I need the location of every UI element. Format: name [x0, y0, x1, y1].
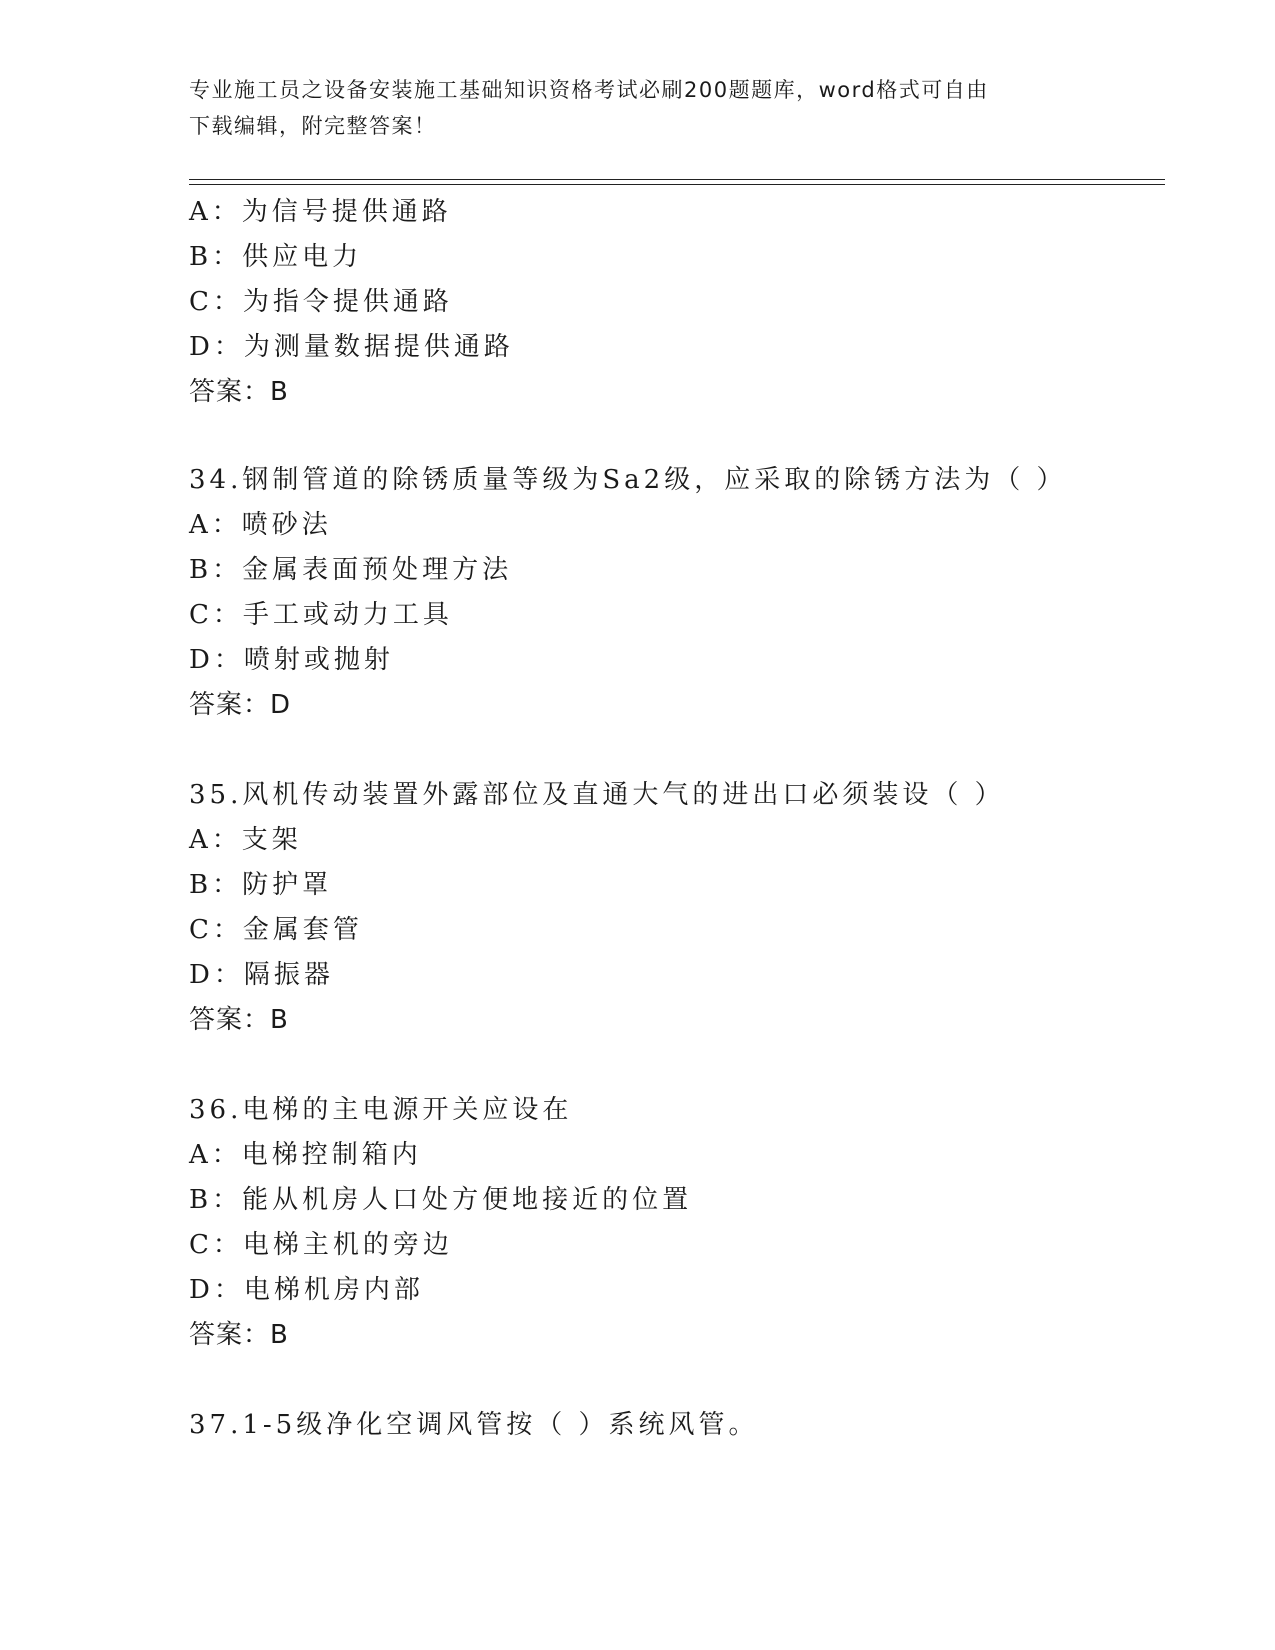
question-36-option-c: C：电梯主机的旁边: [189, 1230, 453, 1260]
header-divider-bottom: [189, 184, 1165, 185]
header-title-line1: 专业施工员之设备安装施工基础知识资格考试必刷200题题库，word格式可自由: [189, 78, 989, 102]
header-divider-top: [189, 179, 1165, 180]
prev-question-option-d: D：为测量数据提供通路: [189, 332, 514, 362]
question-34-option-a: A：喷砂法: [189, 510, 332, 540]
question-35-option-d: D：隔振器: [189, 960, 334, 990]
question-36-answer: 答案：B: [189, 1320, 289, 1350]
question-35-option-a: A：支架: [189, 825, 302, 855]
question-34-option-d: D：喷射或抛射: [189, 645, 394, 675]
header-title-line2: 下载编辑，附完整答案！: [189, 114, 437, 138]
question-35-stem: 35.风机传动装置外露部位及直通大气的进出口必须装设（ ）: [189, 780, 1005, 810]
prev-question-option-a: A：为信号提供通路: [189, 197, 452, 227]
question-35-option-c: C：金属套管: [189, 915, 363, 945]
question-36-stem: 36.电梯的主电源开关应设在: [189, 1095, 573, 1125]
question-34-option-b: B：金属表面预处理方法: [189, 555, 513, 585]
question-36-option-d: D：电梯机房内部: [189, 1275, 424, 1305]
prev-question-answer: 答案：B: [189, 377, 289, 407]
question-34-option-c: C：手工或动力工具: [189, 600, 453, 630]
question-37-stem: 37.1-5级净化空调风管按（ ）系统风管。: [189, 1410, 759, 1440]
question-34-answer: 答案：D: [189, 690, 292, 720]
document-header: [189, 72, 1089, 144]
question-35-answer: 答案：B: [189, 1005, 289, 1035]
question-34-stem: 34.钢制管道的除锈质量等级为Sa2级，应采取的除锈方法为（ ）: [189, 465, 1067, 495]
prev-question-option-c: C：为指令提供通路: [189, 287, 453, 317]
prev-question-option-b: B：供应电力: [189, 242, 363, 272]
question-35-option-b: B：防护罩: [189, 870, 333, 900]
question-36-option-b: B：能从机房人口处方便地接近的位置: [189, 1185, 693, 1215]
question-36-option-a: A：电梯控制箱内: [189, 1140, 422, 1170]
